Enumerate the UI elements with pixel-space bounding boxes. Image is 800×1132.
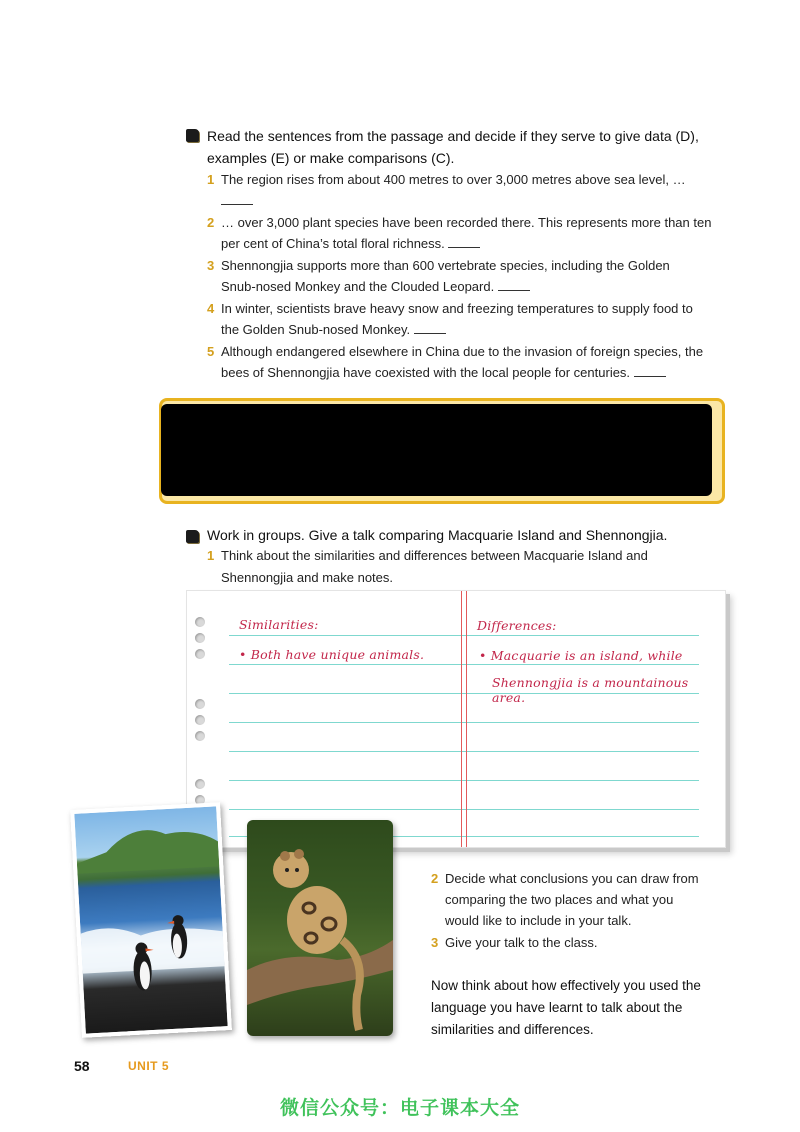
reflection-text: language you have learnt to talk about the xyxy=(431,1000,683,1015)
step-text: comparing the two places and what you xyxy=(445,892,674,907)
margin-line xyxy=(466,591,467,847)
unit-label: UNIT 5 xyxy=(128,1059,170,1073)
ruled-line xyxy=(229,751,699,752)
task-icon xyxy=(186,530,199,543)
step-text: would like to include in your talk. xyxy=(445,913,632,928)
section2-instruction: Work in groups. Give a talk comparing Macquarie Island and Shennongjia. xyxy=(207,527,668,543)
binder-hole xyxy=(195,715,205,725)
item-number: 5 xyxy=(207,344,215,359)
ruled-line xyxy=(229,635,699,636)
item-number: 4 xyxy=(207,301,215,316)
binder-hole xyxy=(195,731,205,741)
step-text: Give your talk to the class. xyxy=(445,935,598,950)
watermark-text: 微信公众号：电子课本大全 xyxy=(279,1098,520,1119)
redacted-area xyxy=(161,404,712,496)
binder-hole xyxy=(195,779,205,789)
item-text: Shennongjia supports more than 600 vertebrate species, including the Golden xyxy=(221,258,670,273)
item-text: … over 3,000 plant species have been recorded there. This represents more than ten xyxy=(221,215,712,230)
step-number: 1 xyxy=(207,548,215,563)
ruled-line xyxy=(229,664,699,665)
notepad xyxy=(186,590,726,848)
margin-line xyxy=(461,591,462,847)
ruled-line xyxy=(229,780,699,781)
answer-blank xyxy=(221,190,253,212)
item-text-with-blank: the Golden Snub-nosed Monkey. xyxy=(221,319,446,341)
page-number: 58 xyxy=(74,1058,90,1074)
binder-hole xyxy=(195,699,205,709)
step-text: Think about the similarities and differences between Macquarie Island and xyxy=(221,548,648,563)
similarities-item: • Both have unique animals. xyxy=(239,647,425,662)
penguins-photo xyxy=(70,802,232,1038)
step-number: 2 xyxy=(431,871,439,886)
step-text: Shennongjia and make notes. xyxy=(221,570,394,585)
step-number: 3 xyxy=(431,935,439,950)
section1-instruction-line1: Read the sentences from the passage and decide if they serve to give data (D), xyxy=(207,128,699,144)
binder-hole xyxy=(195,649,205,659)
item-text: The region rises from about 400 metres to over 3,000 metres above sea level, … xyxy=(221,172,686,187)
step-text: Decide what conclusions you can draw from xyxy=(445,871,699,886)
item-text-with-blank: bees of Shennongjia have coexisted with the local people for centuries. xyxy=(221,362,666,384)
reflection-text: similarities and differences. xyxy=(431,1022,594,1037)
item-text: In winter, scientists brave heavy snow and freezing temperatures to supply food to xyxy=(221,301,693,316)
reflection-text: Now think about how effectively you used the xyxy=(431,978,701,993)
differences-heading: Differences: xyxy=(477,618,557,633)
binder-hole xyxy=(195,617,205,627)
item-number: 2 xyxy=(207,215,215,230)
item-number: 1 xyxy=(207,172,215,187)
binder-hole xyxy=(195,633,205,643)
differences-item-continued: Shennongjia is a mountainous area. xyxy=(492,675,689,705)
differences-item: • Macquarie is an island, while xyxy=(479,648,683,663)
item-number: 3 xyxy=(207,258,215,273)
similarities-heading: Similarities: xyxy=(239,617,319,632)
clouded-leopard-photo xyxy=(247,820,393,1036)
item-text-with-blank: per cent of China’s total floral richness. xyxy=(221,233,480,255)
section1-instruction-line2: examples (E) or make comparisons (C). xyxy=(207,150,455,166)
item-text: Although endangered elsewhere in China due to the invasion of foreign species, the xyxy=(221,344,704,359)
ruled-line xyxy=(229,722,699,723)
task-icon xyxy=(186,129,199,142)
ruled-line xyxy=(229,809,699,810)
item-text-with-blank: Snub-nosed Monkey and the Clouded Leopard. xyxy=(221,276,530,298)
